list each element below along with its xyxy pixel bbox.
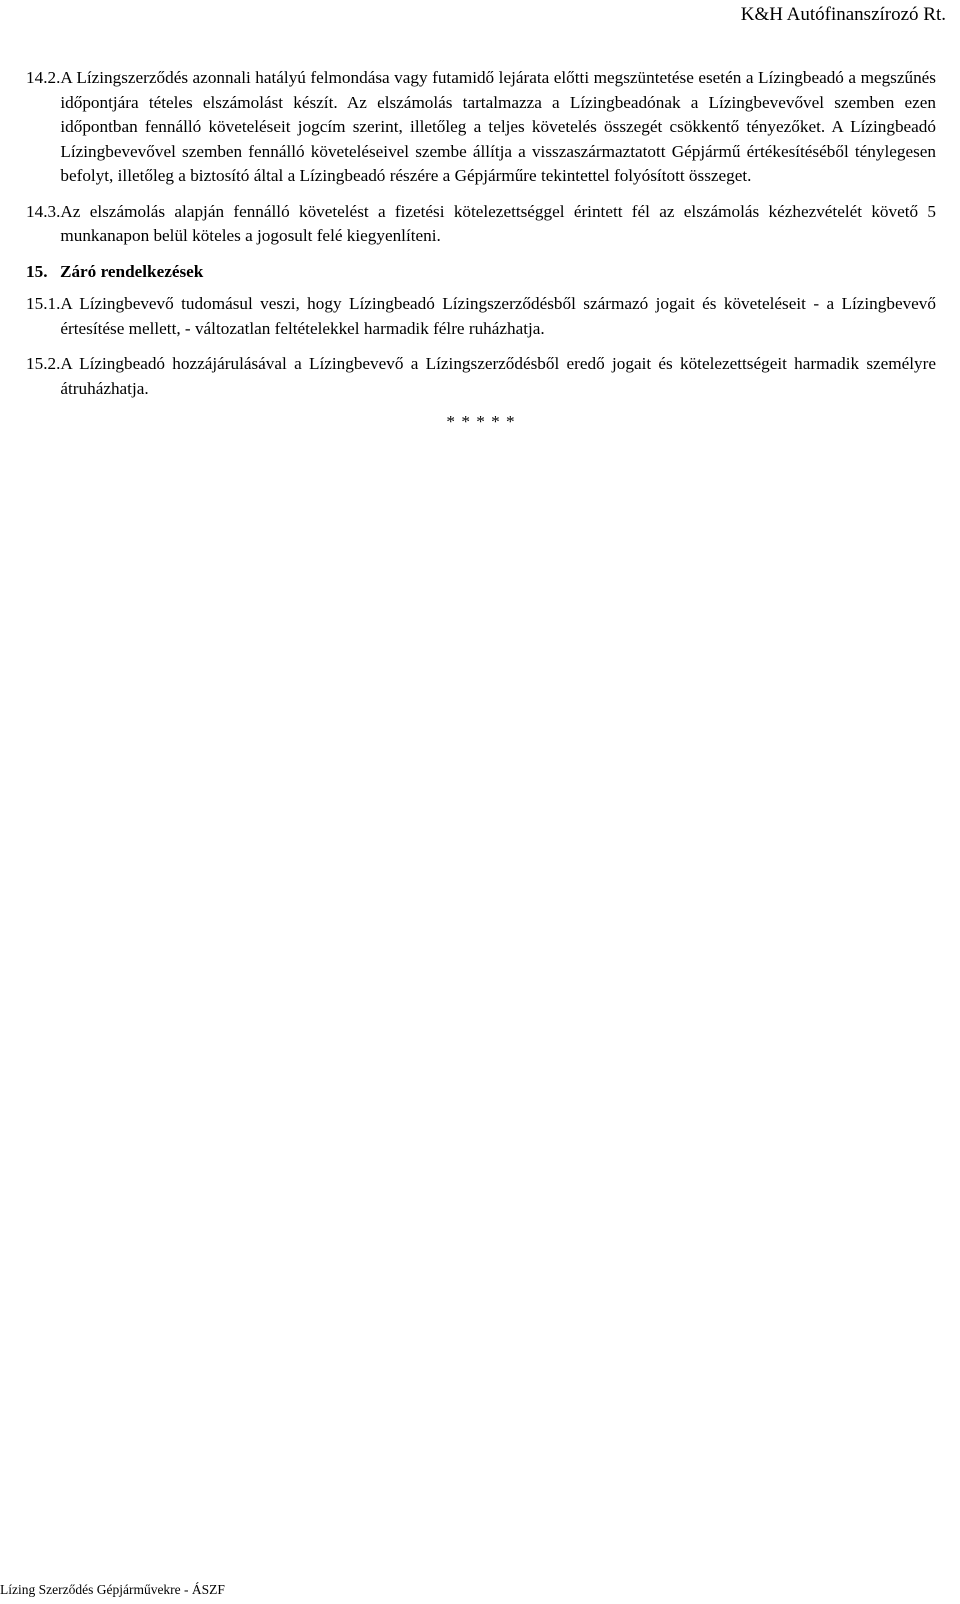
paragraph-15-2 [26,352,936,401]
paragraph-text: A Lízingbevevő tudomásul veszi, hogy Lízingbeadó Lízingszerződésből származó jogait és követeléseit - a Lízingbevevő értesítése mellett, - változatlan feltételekkel harmadik félre ruházhatja. [60,294,936,338]
section-heading-15 [26,260,936,285]
paragraph-text: A Lízingbeadó hozzájárulásával a Lízingbevevő a Lízingszerződésből eredő jogait és kötelezettségeit harmadik személyre átruházhatja. [60,354,936,398]
section-number: 15. [26,261,48,281]
paragraph-number: 15.1. [26,294,61,313]
paragraph-number: 15.2. [26,354,61,373]
paragraph-number: 14.3. [26,201,61,221]
footer-document-title: Lízing Szerződés Gépjárművekre - ÁSZF [0,1582,225,1597]
paragraph-text: Az elszámolás alapján fennálló követelést a fizetési kötelezettséggel érintett fél az elszámolás kézhezvételét követő 5 munkanapon belül köteles a jogosult felé kiegyenlíteni. [60,201,936,245]
paragraph-text: A Lízingszerződés azonnali hatályú felmondása vagy futamidő lejárata előtti megszüntetése esetén a Lízingbeadó a megszűnés időpontjára tételes elszámolást készít. Az elszámolás tartalmazza a Lízingbeadónak a Lízingbevevővel szemben ezen időpontban fennálló követeléseit jogcím szerint, illetőleg a teljes követelés összegét csökkentő tényezőket. A Lízingbeadó Lízingbevevővel szemben fennálló követeléseivel szembe állítja a visszaszármaztatott Gépjármű értékesítéséből ténylegesen befolyt, illetőleg a biztosító által a Lízingbeadó részére a Gépjárműre tekintettel folyósított összeget. [60,68,936,185]
paragraph-14-3 [26,200,936,249]
paragraph-14-2 [26,66,936,189]
section-title: Záró rendelkezések [60,261,204,281]
paragraph-15-1 [26,292,936,341]
paragraph-number: 14.2. [26,68,61,87]
document-body [26,66,936,432]
header-company-name: K&H Autófinanszírozó Rt. [740,4,946,25]
end-of-document-mark: * * * * * [446,412,516,431]
